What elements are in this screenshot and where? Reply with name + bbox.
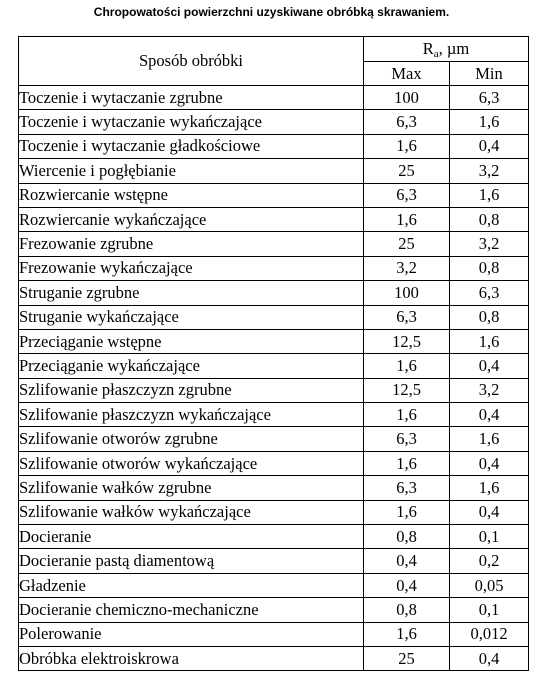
min-value-cell: 0,4 xyxy=(450,354,529,378)
min-value-cell: 3,2 xyxy=(450,378,529,402)
max-value-cell: 1,6 xyxy=(364,622,450,646)
table-row xyxy=(19,500,529,524)
table-row xyxy=(19,86,529,110)
max-value-cell: 1,6 xyxy=(364,354,450,378)
table-row xyxy=(19,573,529,597)
table-row xyxy=(19,281,529,305)
table-row xyxy=(19,622,529,646)
method-cell: Toczenie i wytaczanie wykańczające xyxy=(19,110,364,134)
max-value-cell: 1,6 xyxy=(364,451,450,475)
method-cell: Struganie zgrubne xyxy=(19,281,364,305)
method-cell: Docieranie xyxy=(19,525,364,549)
min-value-cell: 3,2 xyxy=(450,159,529,183)
method-cell: Rozwiercanie wstępne xyxy=(19,183,364,207)
max-value-cell: 0,8 xyxy=(364,525,450,549)
method-cell: Docieranie pastą diamentową xyxy=(19,549,364,573)
ra-subscript: a xyxy=(433,48,439,60)
max-value-cell: 25 xyxy=(364,159,450,183)
method-cell: Frezowanie zgrubne xyxy=(19,232,364,256)
table-row xyxy=(19,183,529,207)
min-value-cell: 0,4 xyxy=(450,134,529,158)
ra-column-header xyxy=(364,37,529,62)
max-value-cell: 1,6 xyxy=(364,403,450,427)
table-row xyxy=(19,232,529,256)
max-value-cell: 6,3 xyxy=(364,427,450,451)
method-cell: Toczenie i wytaczanie zgrubne xyxy=(19,86,364,110)
method-cell: Przeciąganie wstępne xyxy=(19,329,364,353)
method-cell: Wiercenie i pogłębianie xyxy=(19,159,364,183)
method-column-header: Sposób obróbki xyxy=(19,37,364,86)
method-cell: Struganie wykańczające xyxy=(19,305,364,329)
table-row xyxy=(19,207,529,231)
method-cell: Szlifowanie płaszczyzn zgrubne xyxy=(19,378,364,402)
page-title: Chropowatości powierzchni uzyskiwane obróbką skrawaniem. xyxy=(93,5,450,19)
max-value-cell: 100 xyxy=(364,281,450,305)
min-value-cell: 0,4 xyxy=(450,403,529,427)
table-row xyxy=(19,378,529,402)
max-value-cell: 1,6 xyxy=(364,500,450,524)
max-value-cell: 100 xyxy=(364,86,450,110)
min-value-cell: 1,6 xyxy=(450,110,529,134)
max-value-cell: 1,6 xyxy=(364,134,450,158)
min-value-cell: 0,1 xyxy=(450,525,529,549)
max-value-cell: 3,2 xyxy=(364,256,450,280)
min-value-cell: 0,05 xyxy=(450,573,529,597)
table-row xyxy=(19,451,529,475)
table-row xyxy=(19,403,529,427)
table-row xyxy=(19,159,529,183)
ra-symbol: R xyxy=(422,39,434,58)
max-value-cell: 6,3 xyxy=(364,305,450,329)
max-column-header: Max xyxy=(364,62,450,86)
min-value-cell: 0,4 xyxy=(450,451,529,475)
max-value-cell: 6,3 xyxy=(364,476,450,500)
min-value-cell: 0,4 xyxy=(450,500,529,524)
min-value-cell: 1,6 xyxy=(450,329,529,353)
min-value-cell: 0,4 xyxy=(450,646,529,670)
table-row xyxy=(19,256,529,280)
min-value-cell: 0,8 xyxy=(450,305,529,329)
method-cell: Szlifowanie wałków wykańczające xyxy=(19,500,364,524)
min-value-cell: 0,8 xyxy=(450,207,529,231)
max-value-cell: 6,3 xyxy=(364,183,450,207)
min-value-cell: 6,3 xyxy=(450,281,529,305)
method-cell: Gładzenie xyxy=(19,573,364,597)
table-row xyxy=(19,549,529,573)
method-cell: Szlifowanie otworów wykańczające xyxy=(19,451,364,475)
method-cell: Toczenie i wytaczanie gładkościowe xyxy=(19,134,364,158)
table-row xyxy=(19,476,529,500)
min-value-cell: 1,6 xyxy=(450,476,529,500)
table-row xyxy=(19,305,529,329)
min-value-cell: 0,8 xyxy=(450,256,529,280)
table-row xyxy=(19,646,529,670)
max-value-cell: 25 xyxy=(364,646,450,670)
max-value-cell: 6,3 xyxy=(364,110,450,134)
method-cell: Frezowanie wykańczające xyxy=(19,256,364,280)
max-value-cell: 25 xyxy=(364,232,450,256)
max-value-cell: 0,8 xyxy=(364,598,450,622)
max-value-cell: 12,5 xyxy=(364,378,450,402)
min-value-cell: 0,012 xyxy=(450,622,529,646)
max-value-cell: 0,4 xyxy=(364,549,450,573)
table-row xyxy=(19,354,529,378)
min-value-cell: 1,6 xyxy=(450,183,529,207)
method-cell: Szlifowanie wałków zgrubne xyxy=(19,476,364,500)
min-value-cell: 3,2 xyxy=(450,232,529,256)
table-header xyxy=(19,37,529,86)
min-value-cell: 0,2 xyxy=(450,549,529,573)
roughness-table xyxy=(18,36,529,671)
method-cell: Przeciąganie wykańczające xyxy=(19,354,364,378)
method-cell: Polerowanie xyxy=(19,622,364,646)
method-cell: Obróbka elektroiskrowa xyxy=(19,646,364,670)
max-value-cell: 1,6 xyxy=(364,207,450,231)
table-row xyxy=(19,598,529,622)
max-value-cell: 12,5 xyxy=(364,329,450,353)
table-row xyxy=(19,525,529,549)
method-cell: Rozwiercanie wykańczające xyxy=(19,207,364,231)
table-row xyxy=(19,134,529,158)
table-row xyxy=(19,110,529,134)
header-row-top xyxy=(19,37,529,62)
min-value-cell: 1,6 xyxy=(450,427,529,451)
method-cell: Docieranie chemiczno-mechaniczne xyxy=(19,598,364,622)
method-cell: Szlifowanie płaszczyzn wykańczające xyxy=(19,403,364,427)
table-row xyxy=(19,427,529,451)
min-column-header: Min xyxy=(450,62,529,86)
min-value-cell: 6,3 xyxy=(450,86,529,110)
table-row xyxy=(19,329,529,353)
method-cell: Szlifowanie otworów zgrubne xyxy=(19,427,364,451)
table-body xyxy=(19,86,529,671)
ra-unit: , µm xyxy=(438,39,470,58)
max-value-cell: 0,4 xyxy=(364,573,450,597)
min-value-cell: 0,1 xyxy=(450,598,529,622)
